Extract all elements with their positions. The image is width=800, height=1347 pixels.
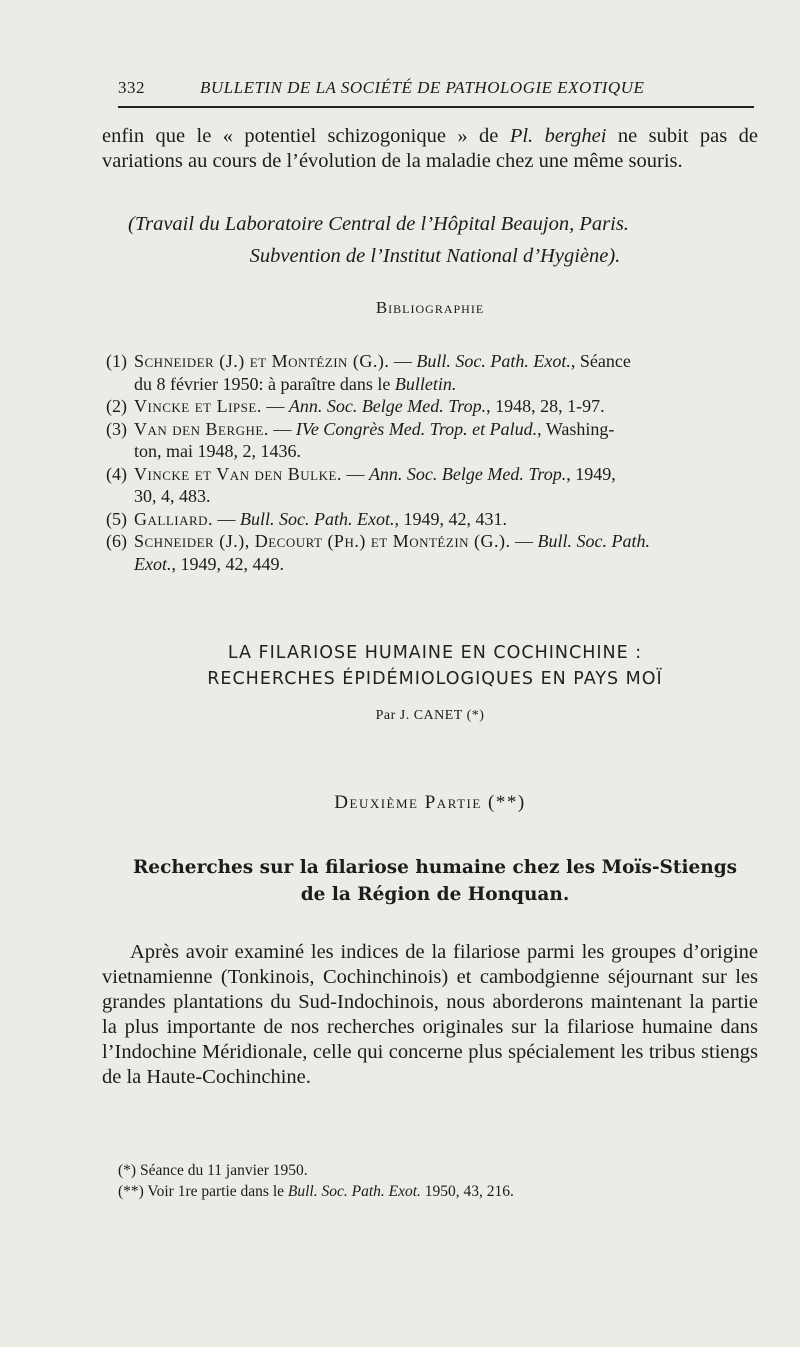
lab-credits [110, 208, 760, 272]
bibliography-list [106, 350, 758, 575]
footnotes [118, 1160, 758, 1202]
reference-3: (3) Van den Berghe. — IVe Congrès Med. Trop. et Palud., Washing- [106, 418, 615, 439]
reference-5: (5) Galliard. — Bull. Soc. Path. Exot., 1949, 42, 431. [106, 508, 508, 529]
article-title-line-2: RECHERCHES ÉPIDÉMIOLOGIQUES EN PAYS MOÏ [207, 669, 663, 689]
footnote-1: (*) Séance du 11 janvier 1950. [118, 1162, 308, 1179]
credits-line-1: (Travail du Laboratoire Central de l’Hôpital Beaujon, Paris. [128, 213, 629, 235]
reference-1-continued: du 8 février 1950: à paraître dans le Bulletin. [134, 373, 457, 394]
subtitle-line-2: de la Région de Honquan. [300, 884, 570, 905]
reference-3-continued: ton, mai 1948, 2, 1436. [134, 441, 301, 461]
reference-4-continued: 30, 4, 483. [134, 486, 211, 506]
reference-2: (2) Vincke et Lipse. — Ann. Soc. Belge Med. Trop., 1948, 28, 1-97. [106, 396, 605, 416]
reference-6: (6) Schneider (J.), Decourt (Ph.) et Montézin (G.). — Bull. Soc. Path. [106, 531, 651, 551]
reference-1: (1) Schneider (J.) et Montézin (G.). — Bull. Soc. Path. Exot., Séance [106, 351, 631, 371]
footnote-2: (**) Voir 1re partie dans le Bull. Soc. Path. Exot. 1950, 43, 216. [118, 1183, 514, 1200]
article-title [110, 640, 760, 692]
reference-4: (4) Vincke et Van den Bulke. — Ann. Soc. Belge Med. Trop., 1949, [106, 463, 616, 484]
header-rule [118, 106, 754, 108]
author-byline: Par J. CANET (*) [375, 708, 485, 723]
species-name: Pl. berghei [509, 125, 607, 147]
credits-line-2: Subvention de l’Institut National d’Hygiène). [249, 245, 621, 267]
page-number: 332 [118, 78, 145, 97]
bibliography-title: Bibliographie [375, 298, 485, 317]
running-header [118, 78, 754, 104]
article-title-line-1: LA FILARIOSE HUMAINE EN COCHINCHINE : [227, 643, 643, 663]
intro-paragraph: enfin que le « potentiel schizogonique » de Pl. berghei ne subit pas de variations au cours de l’évolution de la maladie chez une même souris. [102, 125, 759, 172]
article-subtitle [110, 854, 760, 908]
body-paragraph: Après avoir examiné les indices de la filariose parmi les groupes d’origine vietnamienne (Tonkinois, Cochinchinois) et cambodgienne séjournant sur les grandes plantations du Sud-Indochinois, nous aborderons maintenant la partie la plus importante de nos recherches originales sur la filariose humaine dans l’Indochine Méridionale, celle qui concerne plus spécialement les tribus stiengs de la Haute-Cochinchine. [102, 941, 758, 1088]
reference-6-continued: Exot., 1949, 42, 449. [134, 553, 284, 574]
part-heading: Deuxième Partie (**) [334, 792, 526, 813]
running-title: BULLETIN DE LA SOCIÉTÉ DE PATHOLOGIE EXOTIQUE [200, 78, 645, 97]
article-body [102, 940, 758, 1090]
subtitle-line-1: Recherches sur la filariose humaine chez les Moïs-Stiengs [132, 857, 738, 878]
